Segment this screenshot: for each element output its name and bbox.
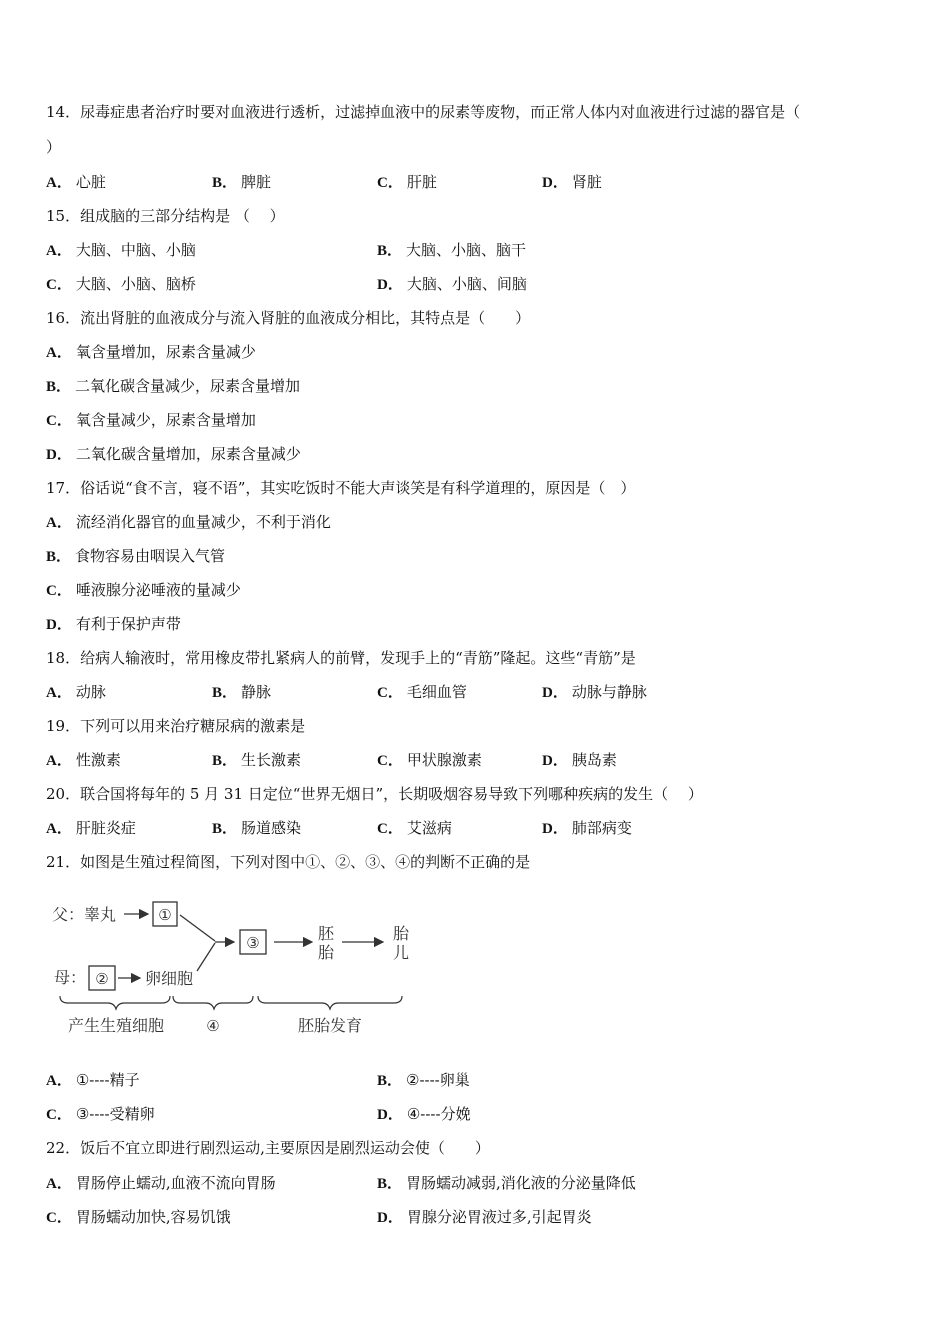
question-18-option-c: C． 毛细血管 — [377, 683, 467, 701]
question-15-option-b: B． 大脑、小脑、脑干 — [377, 241, 527, 259]
question-19-option-d: D． 胰岛素 — [542, 751, 617, 769]
question-14-stem-close: ） — [46, 138, 62, 156]
question-15-option-c: C． 大脑、小脑、脑桥 — [46, 275, 196, 293]
question-16-option-b: B． 二氧化碳含量减少，尿素含量增加 — [46, 377, 301, 395]
brace-gametes — [60, 996, 170, 1009]
question-20-option-a: A． 肝脏炎症 — [46, 819, 136, 837]
question-22-option-b: B． 胃肠蠕动减弱,消化液的分泌量降低 — [377, 1174, 636, 1192]
label-4: ④ — [206, 1017, 220, 1035]
question-17-option-c: C． 唾液腺分泌唾液的量减少 — [46, 581, 241, 599]
question-21-option-a: A． ①----精子 — [46, 1071, 140, 1089]
question-22-option-d: D． 胃腺分泌胃液过多,引起胃炎 — [377, 1208, 592, 1226]
line-egg-merge — [197, 943, 215, 971]
question-18-option-a: A． 动脉 — [46, 683, 106, 701]
egg-label: 卵细胞 — [145, 969, 194, 988]
question-17-stem: 17．俗话说“食不言，寝不语”，其实吃饭时不能大声谈笑是有科学道理的，原因是（ ） — [46, 479, 636, 497]
question-16-option-a: A． 氧含量增加，尿素含量减少 — [46, 343, 256, 361]
question-14-option-b: B． 脾脏 — [212, 173, 272, 191]
label-gametes: 产生生殖细胞 — [67, 1016, 165, 1035]
question-15-option-d: D． 大脑、小脑、间脑 — [377, 275, 527, 293]
father-label: 父：睾丸 — [52, 905, 117, 924]
question-20-stem: 20．联合国将每年的 5 月 31 日定位“世界无烟日”，长期吸烟容易导致下列哪种疾病的发生（ ） — [46, 785, 703, 803]
question-14-option-a: A． 心脏 — [46, 173, 106, 191]
question-21-option-d: D． ④----分娩 — [377, 1105, 471, 1123]
question-22-option-a: A． 胃肠停止蠕动,血液不流向胃肠 — [46, 1174, 276, 1192]
question-18-option-b: B． 静脉 — [212, 683, 272, 701]
label-development: 胚胎发育 — [297, 1016, 363, 1035]
question-17-option-b: B． 食物容易由咽误入气管 — [46, 547, 226, 565]
question-18-option-d: D． 动脉与静脉 — [542, 683, 647, 701]
question-21-option-c: C． ③----受精卵 — [46, 1105, 155, 1123]
question-16-option-c: C． 氧含量减少，尿素含量增加 — [46, 411, 256, 429]
brace-development — [258, 996, 402, 1009]
question-22-stem: 22．饭后不宜立即进行剧烈运动,主要原因是剧烈运动会使（ ） — [46, 1139, 490, 1157]
question-20-option-c: C． 艾滋病 — [377, 819, 452, 837]
reproduction-diagram — [50, 893, 420, 1043]
question-19-option-b: B． 生长激素 — [212, 751, 302, 769]
question-14-option-d: D． 肾脏 — [542, 173, 602, 191]
question-22-option-c: C． 胃肠蠕动加快,容易饥饿 — [46, 1208, 231, 1226]
question-17-option-d: D． 有利于保护声带 — [46, 615, 181, 633]
brace-4 — [173, 996, 253, 1009]
box-2-label: ② — [95, 970, 109, 988]
fetus-label-1: 胎 — [393, 924, 410, 943]
question-14-option-c: C． 肝脏 — [377, 173, 437, 191]
question-20-option-b: B． 肠道感染 — [212, 819, 302, 837]
question-21-stem: 21．如图是生殖过程简图，下列对图中①、②、③、④的判断不正确的是 — [46, 853, 531, 871]
question-15-option-a: A． 大脑、中脑、小脑 — [46, 241, 196, 259]
question-19-option-a: A． 性激素 — [46, 751, 121, 769]
box-3-label: ③ — [246, 934, 260, 952]
question-19-stem: 19．下列可以用来治疗糖尿病的激素是 — [46, 717, 306, 735]
box-1-label: ① — [158, 906, 172, 924]
embryo-label-1: 胚 — [318, 924, 335, 943]
question-21-option-b: B． ②----卵巢 — [377, 1071, 470, 1089]
line-box1-merge — [180, 915, 215, 941]
mother-label: 母： — [54, 968, 87, 987]
fetus-label-2: 儿 — [393, 943, 410, 962]
question-17-option-a: A． 流经消化器官的血量减少，不利于消化 — [46, 513, 331, 531]
embryo-label-2: 胎 — [318, 943, 335, 962]
question-16-option-d: D． 二氧化碳含量增加，尿素含量减少 — [46, 445, 301, 463]
question-14-stem: 14．尿毒症患者治疗时要对血液进行透析，过滤掉血液中的尿素等废物，而正常人体内对血液进行过滤的器官是（ — [46, 103, 801, 121]
question-20-option-d: D． 肺部病变 — [542, 819, 632, 837]
question-16-stem: 16．流出肾脏的血液成分与流入肾脏的血液成分相比，其特点是（ ） — [46, 309, 531, 327]
question-18-stem: 18．给病人输液时，常用橡皮带扎紧病人的前臂，发现手上的“青筋”隆起。这些“青筋”是 — [46, 649, 636, 667]
question-19-option-c: C． 甲状腺激素 — [377, 751, 482, 769]
question-15-stem: 15．组成脑的三部分结构是 （ ） — [46, 207, 285, 225]
